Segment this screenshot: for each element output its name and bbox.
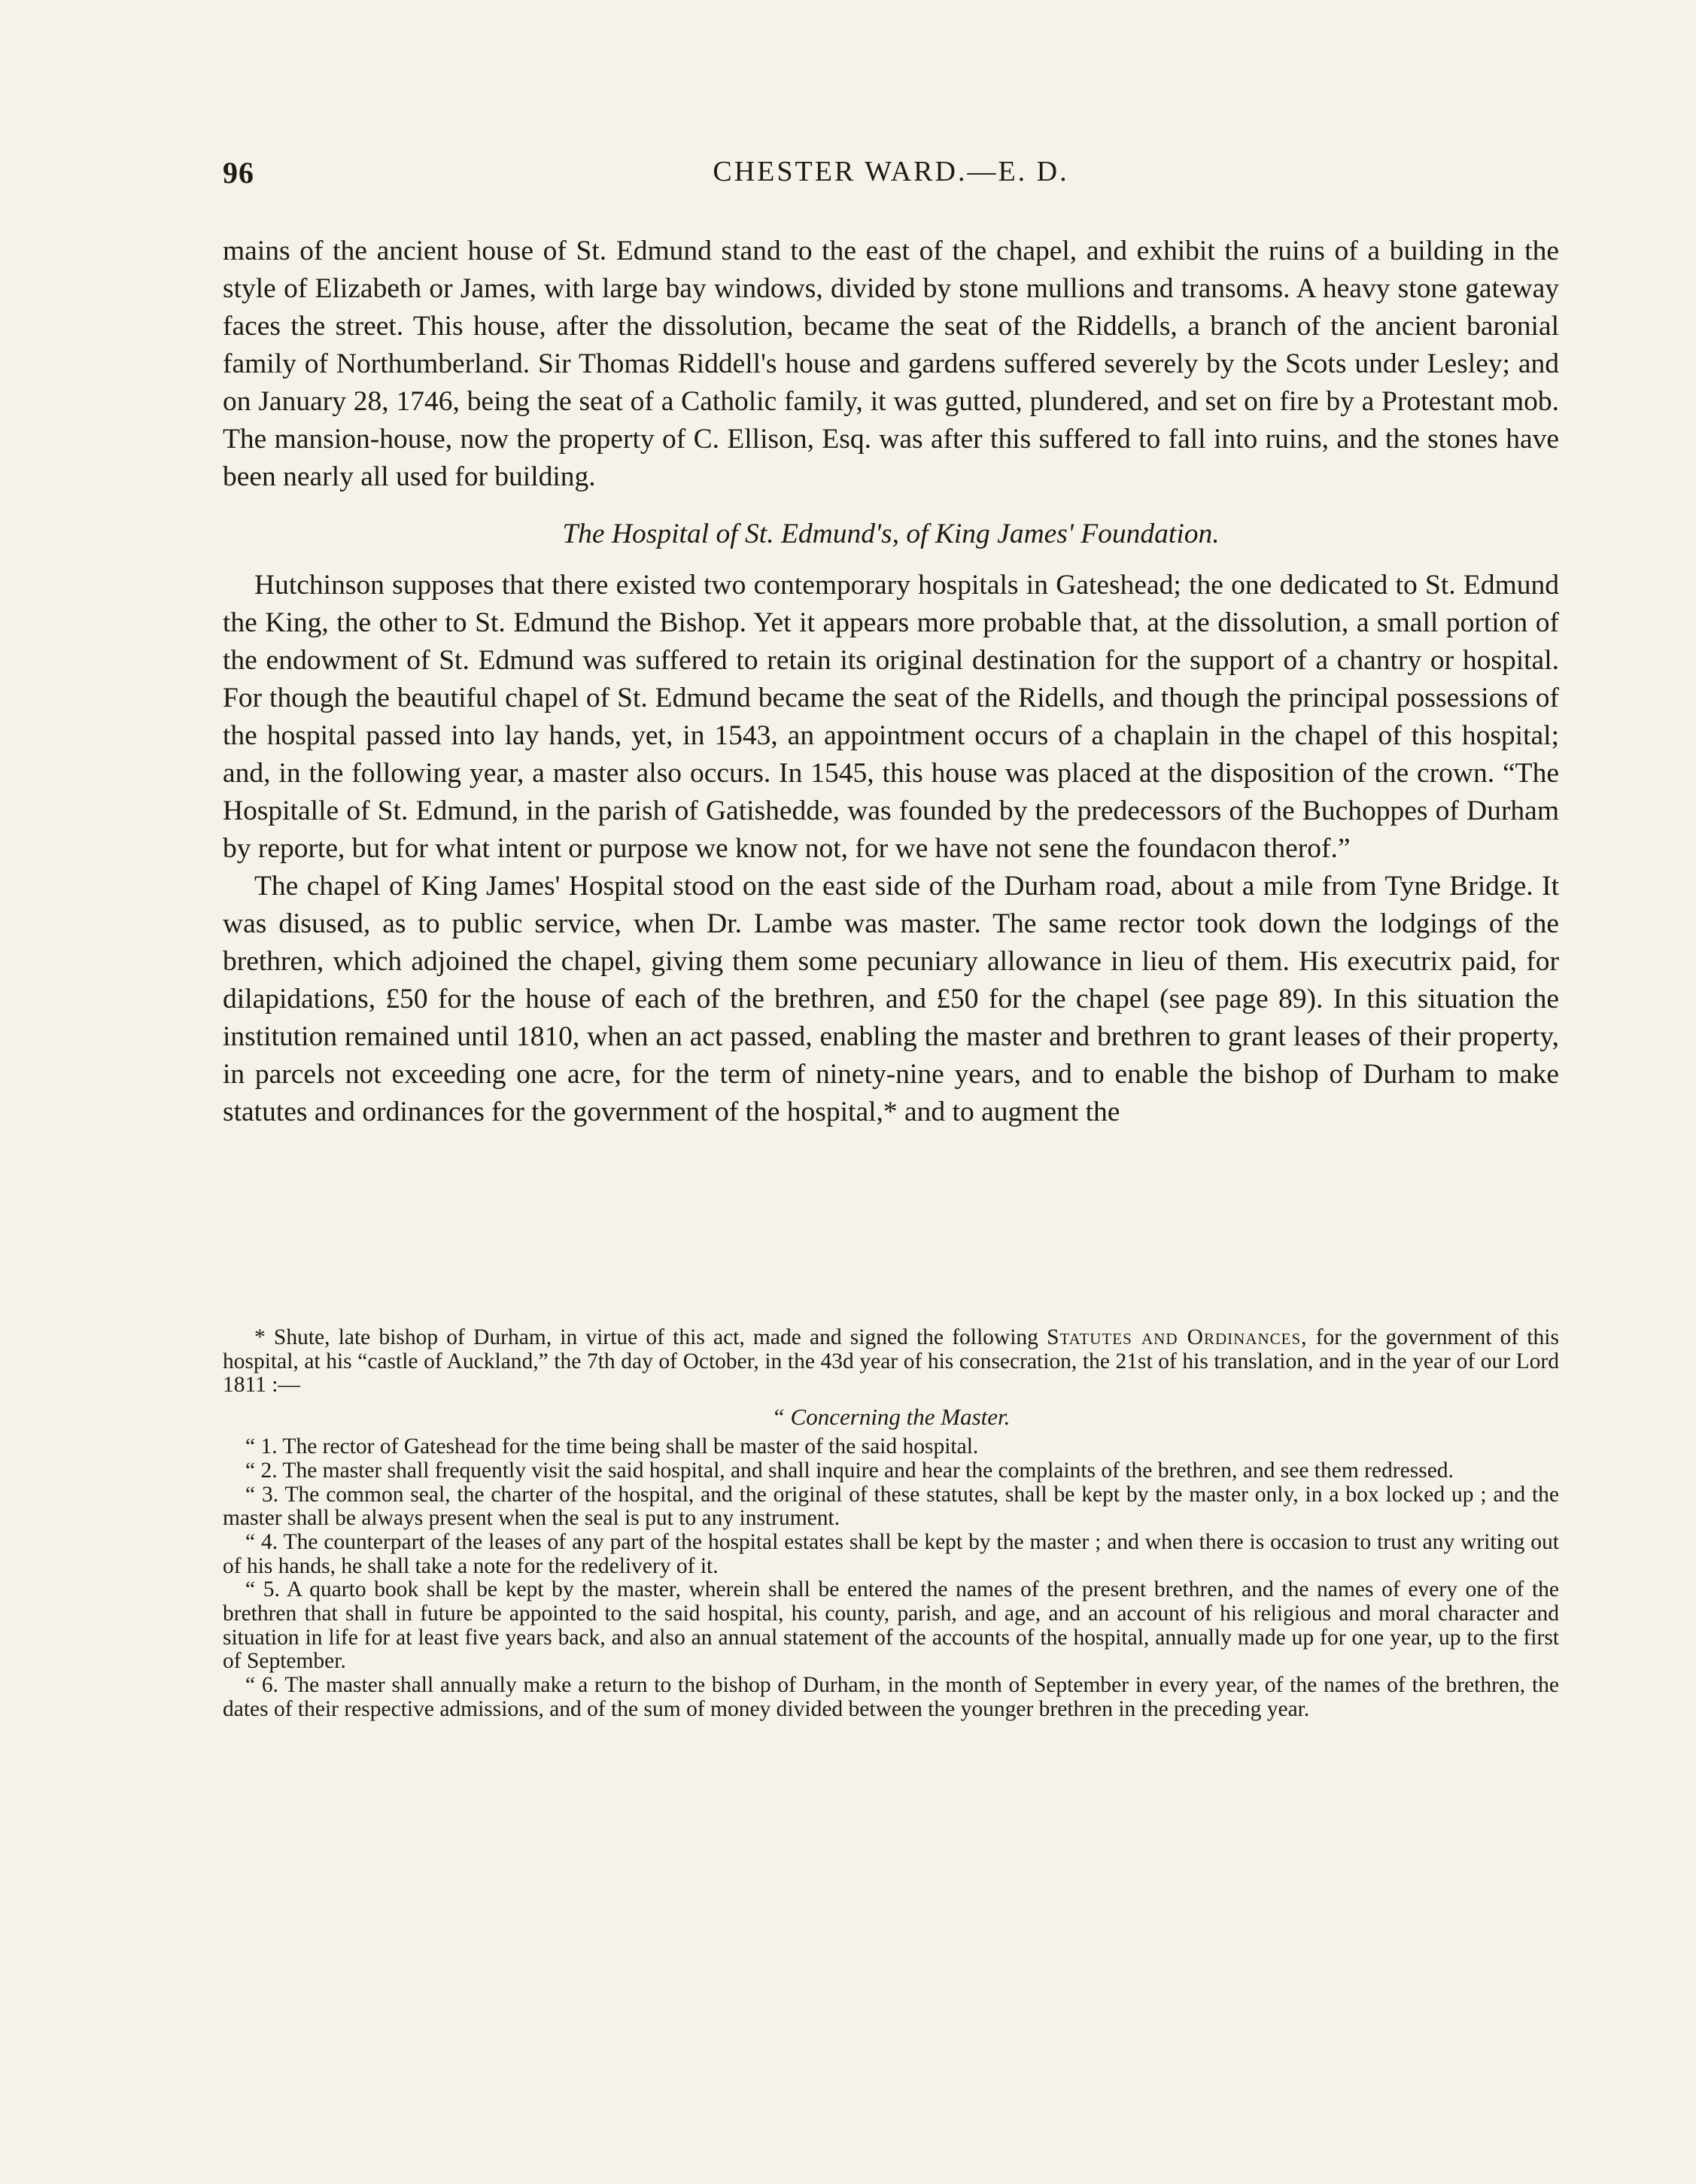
statute-item: “ 5. A quarto book shall be kept by the master, wherein shall be entered the names of the present brethren, and the names of every one of the brethren that shall in future be appointed to the said hospital, his county, parish, and age, and an account of his religious and moral character and situation in life for at least five years back, and also an annual statement of the accounts of the hospital, annually made up for one year, up to the first of September.	[223, 1577, 1559, 1674]
page-number: 96	[223, 156, 254, 190]
statute-item: “ 3. The common seal, the charter of the hospital, and the original of these statutes, shall be kept by the master only, in a box locked up ; and the master shall be always present when the seal is put to any instrument.	[223, 1482, 1559, 1531]
footnote-block	[223, 1326, 1559, 1722]
footnote-heading: “ Concerning the Master.	[771, 1404, 1011, 1431]
footnote-intro-lead: * Shute, late bishop of Durham, in virtue of this act, made and signed the following	[254, 1325, 1038, 1349]
main-text	[223, 233, 1559, 1131]
statute-item: “ 2. The master shall frequently visit the said hospital, and shall inquire and hear the complaints of the brethren, and see them redressed.	[245, 1458, 1454, 1483]
footnote-intro	[223, 1326, 1559, 1398]
section-heading: The Hospital of St. Edmund's, of King James' Foundation.	[562, 519, 1220, 549]
paragraph-continued: mains of the ancient house of St. Edmund stand to the east of the chapel, and exhibit the ruins of a building in the style of Elizabeth or James, with large bay windows, divided by stone mullions and transoms. A heavy stone gateway faces the street. This house, after the dissolution, became the seat of the Riddells, a branch of the ancient baronial family of Northumberland. Sir Thomas Riddell's house and gardens suffered severely by the Scots under Lesley; and on January 28, 1746, being the seat of a Catholic family, it was gutted, plundered, and set on fire by a Protestant mob. The mansion-house, now the property of C. Ellison, Esq. was after this suffered to fall into ruins, and the stones have been nearly all used for building.	[223, 236, 1559, 492]
paragraph-chapel: The chapel of King James' Hospital stood on the east side of the Durham road, about a mile from Tyne Bridge. It was disused, as to public service, when Dr. Lambe was master. The same rector took down the lodgings of the brethren, which adjoined the chapel, giving them some pecuniary allowance in lieu of them. His executrix paid, for dilapidations, £50 for the house of each of the brethren, and £50 for the chapel (see page 89). In this situation the institution remained until 1810, when an act passed, enabling the master and brethren to grant leases of their property, in parcels not exceeding one acre, for the term of ninety-nine years, and to enable the bishop of Durham to make statutes and ordinances for the government of the hospital,* and to augment the	[223, 871, 1559, 1127]
running-title: CHESTER WARD.—E. D.	[713, 156, 1069, 187]
footnote-intro-rest: for the government of this hospital, at his “castle of Auckland,” the 7th day of October, in the 43d year of his consecration, the 21st of his translation, and in the year of our Lord 1811 :—	[223, 1325, 1559, 1398]
running-head	[223, 155, 1559, 200]
statute-item: “ 1. The rector of Gateshead for the time being shall be master of the said hospital.	[245, 1434, 979, 1459]
paragraph-hutchinson: Hutchinson supposes that there existed two contemporary hospitals in Gateshead; the one dedicated to St. Edmund the King, the other to St. Edmund the Bishop. Yet it appears more probable that, at the dissolution, a small portion of the endowment of St. Edmund was suffered to retain its original destination for the support of a chantry or hospital. For though the beautiful chapel of St. Edmund became the seat of the Ridells, and though the principal possessions of the hospital passed into lay hands, yet, in 1543, an appointment occurs of a chaplain in the chapel of this hospital; and, in the following year, a master also occurs. In 1545, this house was placed at the disposition of the crown. “The Hospitalle of St. Edmund, in the parish of Gatishedde, was founded by the predecessors of the Buchoppes of Durham by reporte, but for what intent or purpose we know not, for we have not sene the foundacon therof.”	[223, 570, 1559, 864]
statute-item: “ 4. The counterpart of the leases of any part of the hospital estates shall be kept by the master ; and when there is occasion to trust any writing out of his hands, he shall take a note for the redelivery of it.	[223, 1529, 1559, 1578]
statute-item: “ 6. The master shall annually make a return to the bishop of Durham, in the month of September in every year, of the names of the brethren, the dates of their respective admissions, and of the sum of money divided between the younger brethren in the preceding year.	[223, 1673, 1559, 1721]
footnote-intro-smallcaps: Statutes and Ordinances,	[1047, 1325, 1308, 1349]
